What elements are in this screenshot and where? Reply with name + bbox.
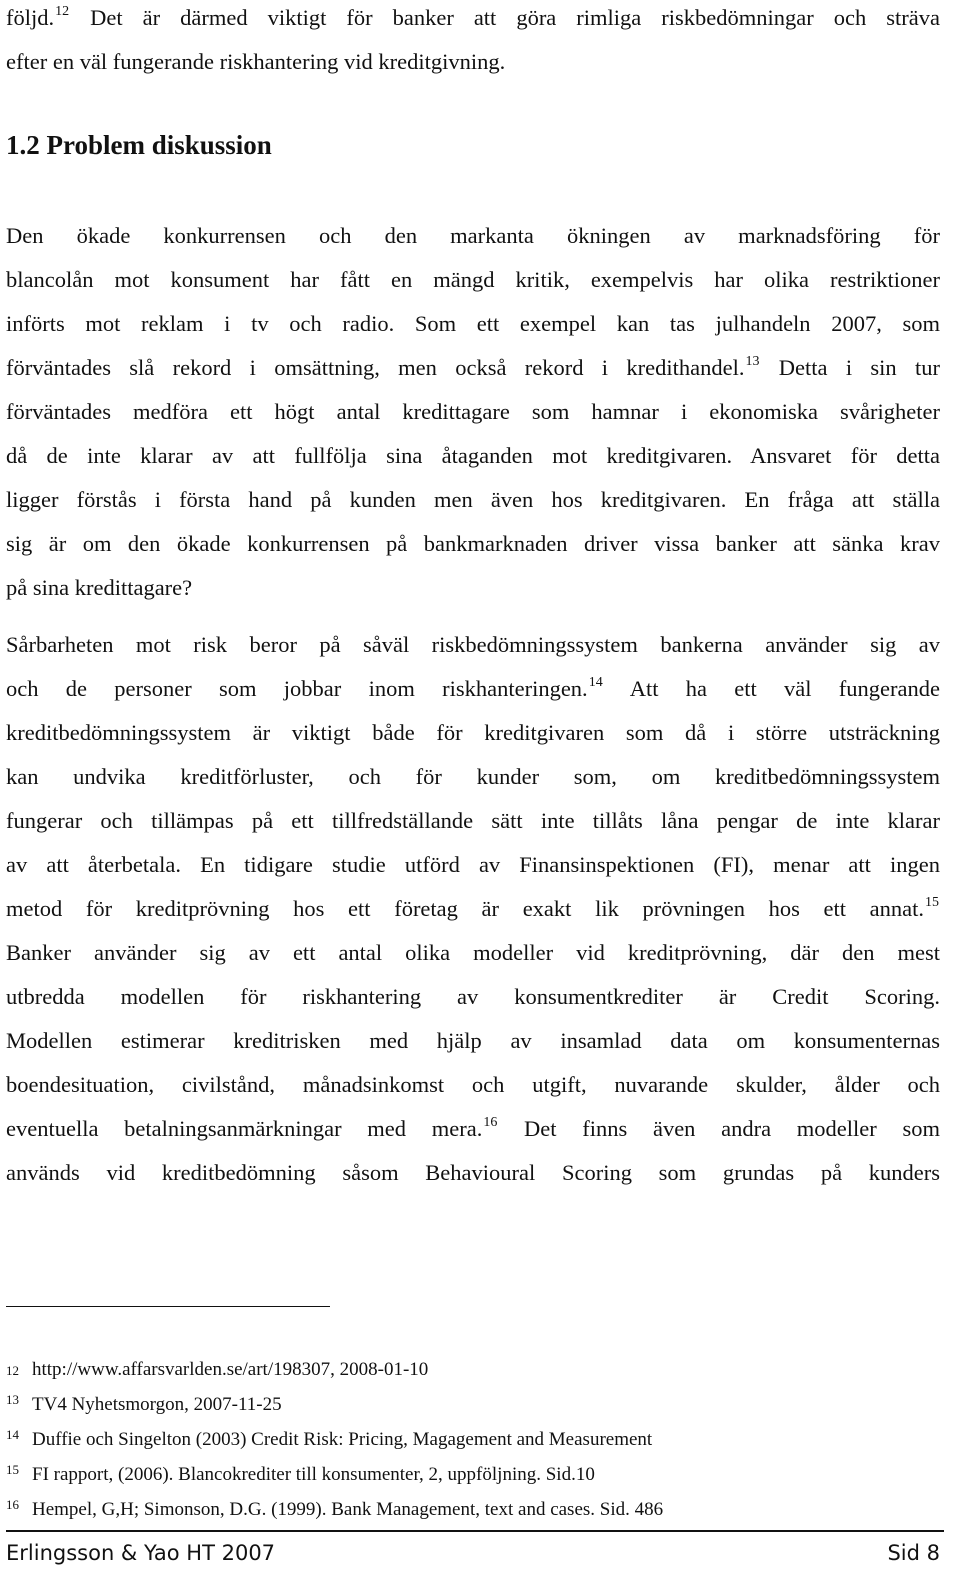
footnote-ref-14: 14 [588, 675, 603, 690]
text-span: Det finns även andra modeller som [498, 1116, 940, 1141]
text-line: Banker använder sig av ett antal olika modeller vid kreditprövning, där den mest [6, 940, 940, 965]
text-line [6, 887, 940, 931]
footnote-12 [6, 1352, 906, 1387]
footnote-number: 15 [6, 1462, 19, 1477]
text-span: Att ha ett väl fungerande [603, 676, 940, 701]
footnote-ref-13: 13 [745, 354, 760, 369]
footnote-ref-15: 15 [925, 895, 939, 910]
text-span: och de personer som jobbar inom riskhanteringen. [6, 676, 588, 701]
footnote-16 [6, 1492, 906, 1527]
footnote-text: http://www.affarsvarlden.se/art/198307, 2008-01-10 [32, 1359, 429, 1380]
paragraph-intro-continued [6, 0, 940, 84]
text-span: följd. [6, 5, 55, 30]
footnote-number: 14 [6, 1427, 19, 1442]
footnotes [6, 1352, 906, 1527]
footnote-ref-12: 12 [55, 4, 70, 19]
text-line: utbredda modellen för riskhantering av konsumentkrediter är Credit Scoring. [6, 984, 940, 1009]
text-line: fungerar och tillämpas på ett tillfredställande sätt inte tillåts låna pengar de inte klarar [6, 808, 940, 833]
text-span: förväntades slå rekord i omsättning, men också rekord i kredithandel. [6, 355, 745, 380]
text-span: metod för kreditprövning hos ett företag är exakt lik prövningen hos ett annat. [6, 896, 924, 921]
text-line: boendesituation, civilstånd, månadsinkomst och utgift, nuvarande skulder, ålder och [6, 1072, 940, 1097]
text-line: Modellen estimerar kreditrisken med hjälp av insamlad data om konsumenternas [6, 1028, 940, 1053]
footnote-ref-16: 16 [483, 1115, 498, 1130]
text-line [6, 667, 940, 711]
text-span: Det är därmed viktigt för banker att göra rimliga riskbedömningar och sträva [70, 5, 940, 30]
text-line: efter en väl fungerande riskhantering vid kreditgivning. [6, 49, 506, 74]
section-heading: 1.2 Problem diskussion [6, 130, 272, 160]
text-line: ligger förstås i första hand på kunden men även hos kreditgivaren. En fråga att ställa [6, 487, 940, 512]
footnote-number: 16 [6, 1497, 19, 1512]
text-line: då de inte klarar av att fullfölja sina åtaganden mot kreditgivaren. Ansvaret för detta [6, 443, 940, 468]
text-span: Detta i sin tur [760, 355, 940, 380]
page-footer [6, 1536, 940, 1570]
footnote-number: 12 [6, 1363, 19, 1378]
text-line [6, 346, 940, 390]
footer-separator [6, 1530, 944, 1532]
text-line: förväntades medföra ett högt antal kredittagare som hamnar i ekonomiska svårigheter [6, 399, 940, 424]
text-line: Den ökade konkurrensen och den markanta ökningen av marknadsföring för [6, 223, 940, 248]
footnote-15 [6, 1457, 906, 1492]
text-line: av att återbetala. En tidigare studie utförd av Finansinspektionen (FI), menar att ingen [6, 852, 940, 877]
text-line: Sårbarheten mot risk beror på såväl riskbedömningssystem bankerna använder sig av [6, 632, 940, 657]
footnote-separator [6, 1306, 330, 1307]
text-line: används vid kreditbedömning såsom Behavioural Scoring som grundas på kunders [6, 1160, 940, 1185]
footnote-text: TV4 Nyhetsmorgon, 2007-11-25 [32, 1394, 282, 1415]
text-span: eventuella betalningsanmärkningar med mera. [6, 1116, 483, 1141]
footnote-text: Duffie och Singelton (2003) Credit Risk: Pricing, Magagement and Measurement [32, 1429, 653, 1450]
text-line [6, 0, 940, 40]
footer-authors: Erlingsson & Yao HT 2007 [6, 1541, 276, 1565]
paragraph-risk-vulnerability [6, 623, 940, 1195]
footnote-text: FI rapport, (2006). Blancokrediter till konsumenter, 2, uppföljning. Sid.10 [32, 1464, 595, 1485]
text-line: kan undvika kreditförluster, och för kunder som, om kreditbedömningssystem [6, 764, 940, 789]
paragraph-problem-discussion [6, 214, 940, 610]
text-line: kreditbedömningssystem är viktigt både för kreditgivaren som då i större utsträckning [6, 720, 940, 745]
footnote-13 [6, 1387, 906, 1422]
text-line: på sina kredittagare? [6, 575, 193, 600]
text-line: införts mot reklam i tv och radio. Som ett exempel kan tas julhandeln 2007, som [6, 311, 940, 336]
page-number: Sid 8 [887, 1541, 940, 1565]
text-line: blancolån mot konsument har fått en mängd kritik, exempelvis har olika restriktioner [6, 267, 940, 292]
text-line: sig är om den ökade konkurrensen på bankmarknaden driver vissa banker att sänka krav [6, 531, 940, 556]
text-line [6, 1107, 940, 1151]
footnote-number: 13 [6, 1392, 19, 1407]
footnote-text: Hempel, G,H; Simonson, D.G. (1999). Bank Management, text and cases. Sid. 486 [32, 1499, 664, 1520]
footnote-14 [6, 1422, 906, 1457]
